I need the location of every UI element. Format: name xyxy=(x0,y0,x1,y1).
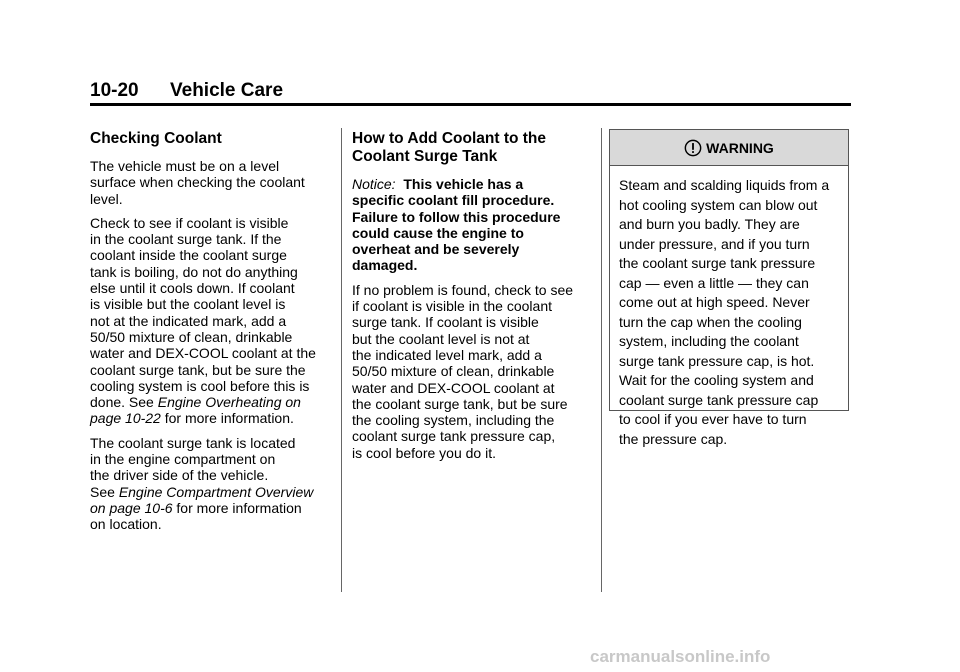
text-line: 50/50 mixture of clean, drinkable xyxy=(90,328,293,345)
heading-line: How to Add Coolant to the xyxy=(352,130,546,147)
text-line xyxy=(90,500,335,516)
column-left xyxy=(90,125,335,541)
warning-body xyxy=(610,166,848,449)
text-line: to cool if you ever have to turn xyxy=(619,411,807,427)
text-line: If no problem is found, check to see xyxy=(352,281,574,298)
heading-line: Coolant Surge Tank xyxy=(352,148,498,165)
paragraph-level xyxy=(90,158,335,207)
column-divider xyxy=(601,128,602,592)
section-title: Vehicle Care xyxy=(170,80,284,101)
text-line: Steam and scalding liquids from a xyxy=(619,177,830,193)
text-line: the pressure cap. xyxy=(619,430,728,447)
text-line xyxy=(90,484,335,500)
text-fragment: for more information xyxy=(172,499,302,516)
watermark: carmanualsonline.info xyxy=(590,647,771,666)
text-line: coolant inside the coolant surge xyxy=(90,247,287,264)
text-line: water and DEX-COOL coolant at xyxy=(352,379,555,396)
text-line: the coolant surge tank, but be sure xyxy=(352,395,568,412)
text-line: else until it cools down. If coolant xyxy=(90,280,295,297)
text-line: coolant surge tank pressure cap xyxy=(619,391,819,408)
text-line: could cause the engine to xyxy=(352,224,524,241)
text-line: if coolant is visible in the coolant xyxy=(352,298,552,315)
paragraph-check-visible xyxy=(90,215,335,427)
page-header xyxy=(90,80,283,102)
checking-coolant-heading: Checking Coolant xyxy=(90,130,222,147)
text-line: and burn you badly. They are xyxy=(619,216,800,232)
text-line: come out at high speed. Never xyxy=(619,294,810,310)
text-line: The vehicle must be on a level xyxy=(90,158,280,174)
cross-reference-link[interactable]: Engine Overheating on xyxy=(157,394,301,411)
text-line: specific coolant fill procedure. xyxy=(352,192,555,209)
text-line: system, including the coolant xyxy=(619,333,799,349)
notice-label: Notice: xyxy=(352,176,396,192)
text-line xyxy=(90,410,335,426)
text-line: level. xyxy=(90,190,123,207)
text-line: under pressure, and if you turn xyxy=(619,235,810,252)
text-line: on location. xyxy=(90,516,162,533)
text-line: Check to see if coolant is visible xyxy=(90,214,289,231)
text-line: tank is boiling, do not do anything xyxy=(90,263,298,280)
text-line: the cooling system, including the xyxy=(352,412,555,429)
text-line: surge tank pressure cap, is hot. xyxy=(619,352,815,369)
text-line: Wait for the cooling system and xyxy=(619,372,814,388)
cross-reference-link[interactable]: Engine Compartment Overview xyxy=(118,483,314,500)
text-line: damaged. xyxy=(352,257,418,274)
text-line: The coolant surge tank is located xyxy=(90,434,296,451)
text-fragment: for more information. xyxy=(160,410,294,427)
text-line: water and DEX-COOL coolant at the xyxy=(90,345,316,362)
text-line: the indicated level mark, add a xyxy=(352,346,542,363)
text-line: in the coolant surge tank. If the xyxy=(90,231,282,248)
text-line: surge tank. If coolant is visible xyxy=(352,314,539,331)
column-middle xyxy=(352,125,592,469)
warning-header xyxy=(610,130,848,166)
text-line xyxy=(352,176,592,192)
text-line: coolant surge tank pressure cap, xyxy=(352,428,556,445)
text-line: the driver side of the vehicle. xyxy=(90,467,269,484)
cross-reference-link[interactable]: page 10-22 xyxy=(90,410,161,427)
text-line: but the coolant level is not at xyxy=(352,330,530,347)
warning-title: WARNING xyxy=(706,139,774,156)
text-line xyxy=(90,394,335,410)
text-line: 50/50 mixture of clean, drinkable xyxy=(352,363,555,380)
text-line: turn the cap when the cooling xyxy=(619,313,802,330)
text-line: cooling system is cool before this is xyxy=(90,377,310,394)
warning-circle-icon xyxy=(684,139,702,157)
text-line: coolant surge tank, but be sure the xyxy=(90,361,306,378)
header-rule xyxy=(90,103,851,106)
warning-box xyxy=(609,129,849,447)
text-line: the coolant surge tank pressure xyxy=(619,255,816,271)
text-fragment: This vehicle has a xyxy=(395,176,524,192)
text-line: Failure to follow this procedure xyxy=(352,208,561,225)
text-line: in the engine compartment on xyxy=(90,451,276,468)
text-fragment: See xyxy=(90,483,119,500)
text-line: is visible but the coolant level is xyxy=(90,296,286,313)
text-line: cap — even a little — they can xyxy=(619,274,809,291)
paragraph-tank-location xyxy=(90,435,335,533)
paragraph-no-problem xyxy=(352,282,592,461)
column-divider xyxy=(341,128,342,592)
text-line: hot cooling system can blow out xyxy=(619,196,818,213)
text-line: overheat and be severely xyxy=(352,241,520,258)
notice-paragraph xyxy=(352,176,592,274)
text-line: surface when checking the coolant xyxy=(90,174,305,191)
add-coolant-heading xyxy=(352,130,592,166)
page-number: 10-20 xyxy=(90,80,139,101)
text-fragment: done. See xyxy=(90,394,158,411)
cross-reference-link[interactable]: on page 10-6 xyxy=(90,499,173,516)
text-line: is cool before you do it. xyxy=(352,444,496,461)
text-line: not at the indicated mark, add a xyxy=(90,312,287,329)
